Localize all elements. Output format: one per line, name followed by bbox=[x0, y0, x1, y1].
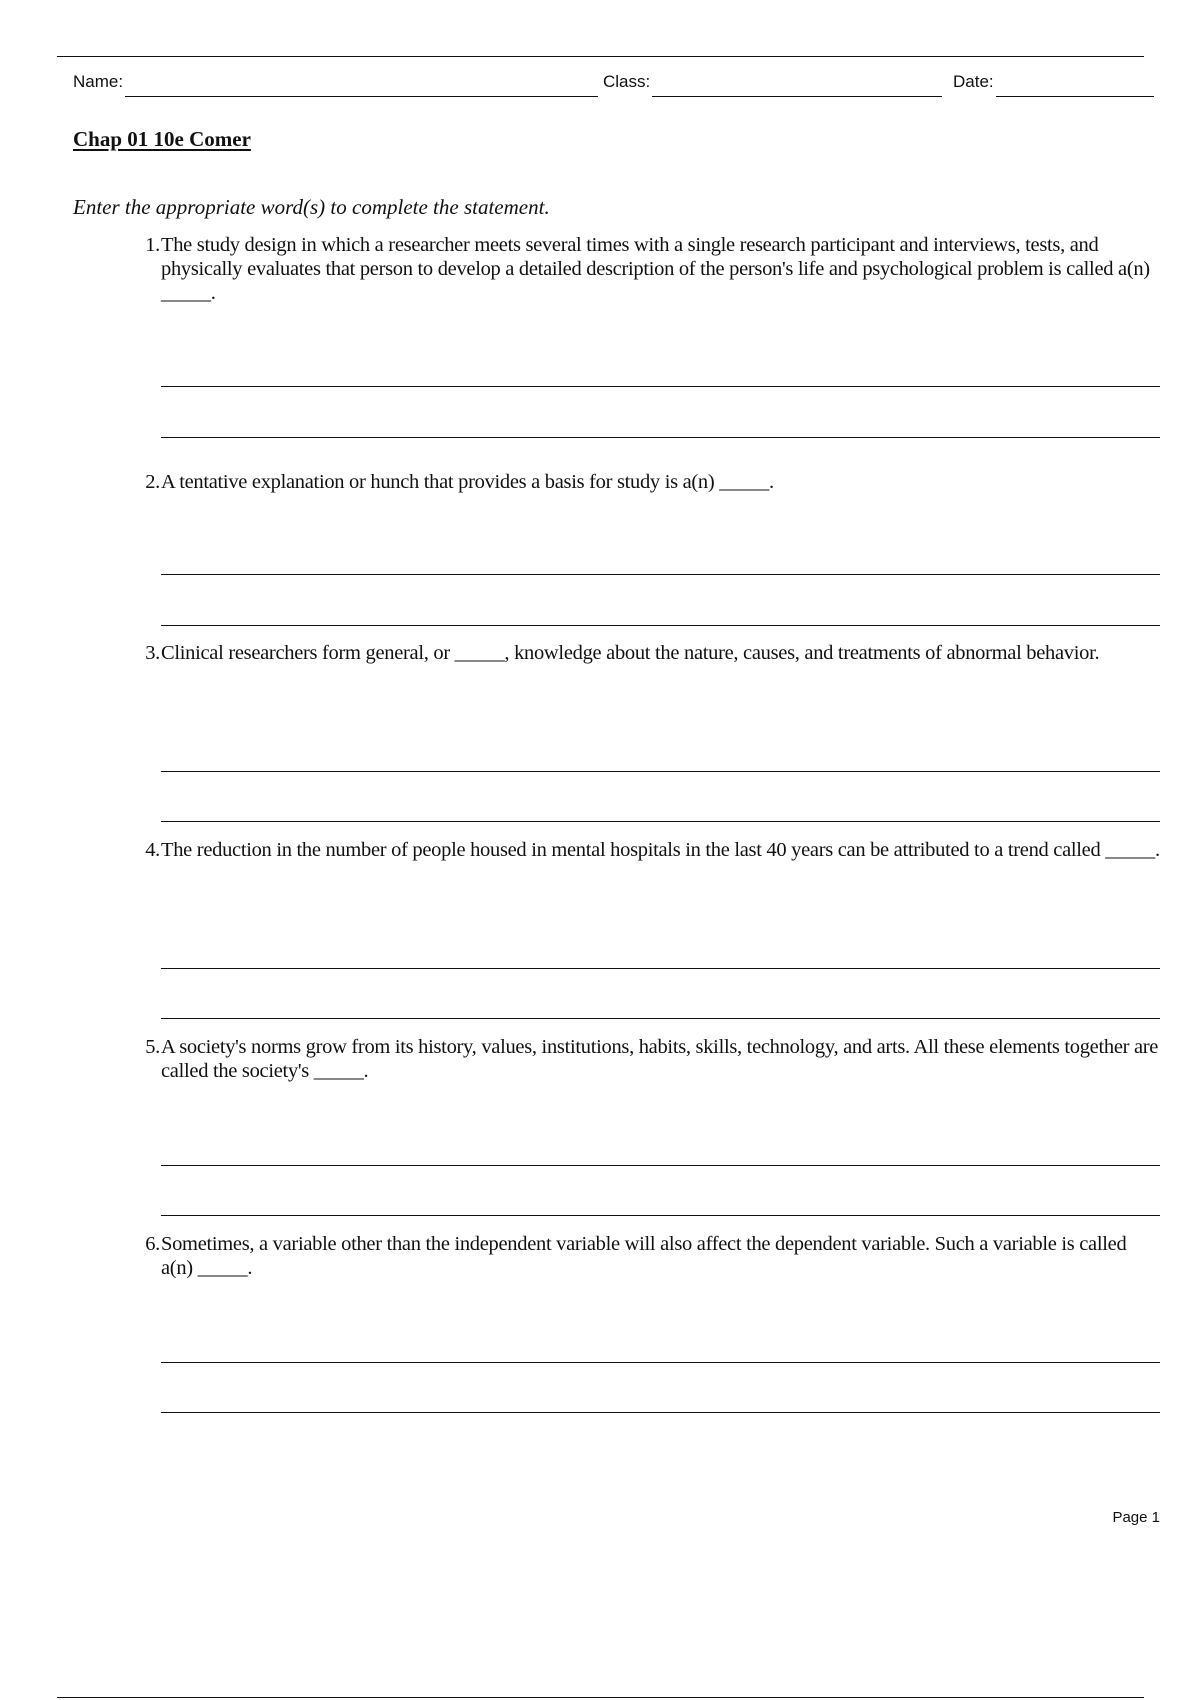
date-label: Date: bbox=[953, 72, 994, 91]
question-text: The reduction in the number of people housed in mental hospitals in the last 40 years can be attributed to a trend called _____. bbox=[161, 839, 1160, 861]
name-label: Name: bbox=[73, 72, 124, 91]
answer-line[interactable] bbox=[161, 386, 1160, 387]
question-text: Clinical researchers form general, or _____, knowledge about the nature, causes, and treatments of abnormal behavior. bbox=[161, 642, 1100, 664]
date-field[interactable] bbox=[953, 72, 1154, 97]
page-title: Chap 01 10e Comer bbox=[73, 127, 251, 151]
question-3 bbox=[130, 641, 1160, 665]
header-fields bbox=[73, 72, 1160, 104]
class-label: Class: bbox=[603, 72, 651, 91]
question-number: 4. bbox=[145, 839, 160, 861]
instructions: Enter the appropriate word(s) to complete the statement. bbox=[73, 195, 550, 219]
question-number: 2. bbox=[145, 471, 160, 493]
top-border-rule bbox=[57, 56, 1144, 57]
name-blank[interactable] bbox=[125, 72, 598, 97]
question-4 bbox=[130, 838, 1160, 862]
question-number: 6. bbox=[145, 1233, 160, 1255]
date-blank[interactable] bbox=[996, 72, 1154, 97]
class-blank[interactable] bbox=[652, 72, 942, 97]
question-number: 5. bbox=[145, 1036, 160, 1058]
class-field[interactable] bbox=[603, 72, 942, 97]
answer-line[interactable] bbox=[161, 1362, 1160, 1363]
answer-line[interactable] bbox=[161, 1018, 1160, 1019]
answer-line[interactable] bbox=[161, 574, 1160, 575]
answer-line[interactable] bbox=[161, 968, 1160, 969]
question-5 bbox=[130, 1035, 1160, 1083]
question-text: Sometimes, a variable other than the independent variable will also affect the dependent variable. Such a variable is called a(n) _____. bbox=[161, 1233, 1127, 1279]
answer-line[interactable] bbox=[161, 625, 1160, 626]
answer-line[interactable] bbox=[161, 437, 1160, 438]
question-text: A society's norms grow from its history, values, institutions, habits, skills, technology, and arts. All these elements together are called the society's _____. bbox=[161, 1036, 1159, 1082]
answer-line[interactable] bbox=[161, 771, 1160, 772]
question-6 bbox=[130, 1232, 1160, 1280]
answer-line[interactable] bbox=[161, 1215, 1160, 1216]
question-number: 1. bbox=[145, 234, 160, 256]
question-number: 3. bbox=[145, 642, 160, 664]
question-text: The study design in which a researcher meets several times with a single research participant and interviews, tests, and physically evaluates that person to develop a detailed description of the person's life and psychological problem is called a(n) _____. bbox=[161, 234, 1150, 304]
page-number: Page 1 bbox=[1112, 1509, 1160, 1526]
answer-line[interactable] bbox=[161, 1412, 1160, 1413]
bottom-border-rule bbox=[57, 1697, 1144, 1698]
answer-line[interactable] bbox=[161, 821, 1160, 822]
question-2 bbox=[130, 470, 1160, 494]
question-text: A tentative explanation or hunch that provides a basis for study is a(n) _____. bbox=[161, 471, 774, 493]
question-1 bbox=[130, 233, 1160, 305]
answer-line[interactable] bbox=[161, 1165, 1160, 1166]
name-field[interactable] bbox=[73, 72, 598, 97]
